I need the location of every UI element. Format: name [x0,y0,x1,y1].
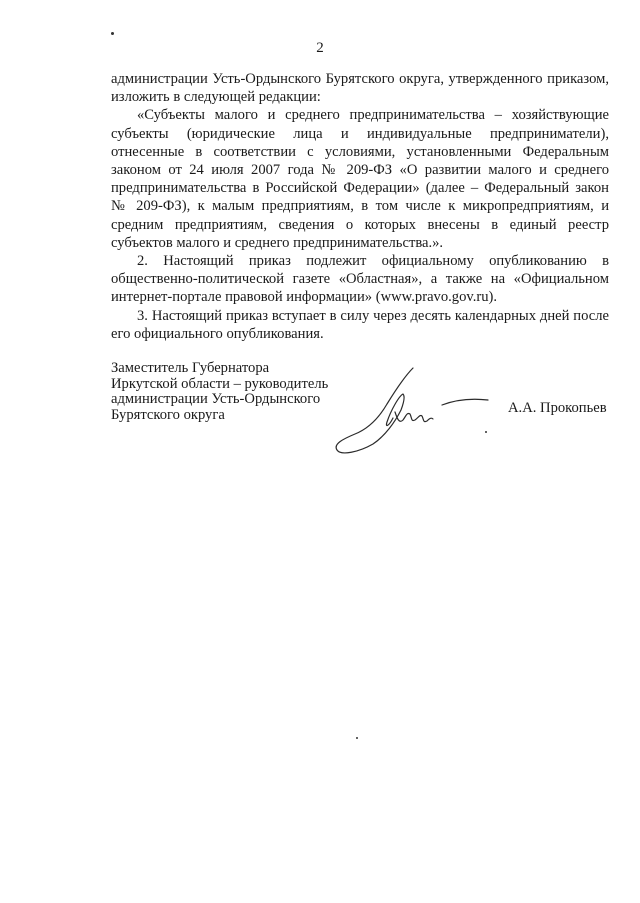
scan-speck [111,32,114,35]
document-body [111,70,609,343]
signatory-title-line: Иркутской области – руководитель [111,375,329,392]
paragraph-item-3: 3. Настоящий приказ вступает в силу через десять календарных дней после его официального опубликования. [111,307,609,342]
paragraph-quoted-definition: «Субъекты малого и среднего предпринимательства – хозяйствующие субъекты (юридические лица и индивидуальные предприниматели), отнесенные в соответствии с условиями, установленными Федеральным законом от 24 июля 2007 года № 209-ФЗ «О развитии малого и среднего предпринимательства в Российской Федерации» (далее – Федеральный закон № 209-ФЗ), к малым предприятиям, в том числе к микропредприятиям, и средним предприятиям, сведения о которых внесены в единый реестр субъектов малого и среднего предпринимательства.». [111,107,609,251]
paragraph-continuation: администрации Усть-Ордынского Бурятского округа, утвержденного приказом, изложить в следующей редакции: [111,71,609,106]
signatory-title-line: администрации Усть-Ордынского [111,391,321,407]
paragraph-item-2: 2. Настоящий приказ подлежит официальному опубликованию в общественно-политической газете «Областная», а также на «Официальном интернет-портале правовой информации» (www.pravo.gov.ru). [111,253,609,306]
signatory-title-line: Заместитель Губернатора [111,360,270,376]
signatory-name: А.А. Прокопьев [508,400,607,416]
scan-speck [356,737,358,739]
handwritten-signature [325,366,490,458]
page-number: 2 [316,40,324,56]
signatory-title-line: Бурятского округа [111,406,225,423]
scan-speck [485,431,487,433]
